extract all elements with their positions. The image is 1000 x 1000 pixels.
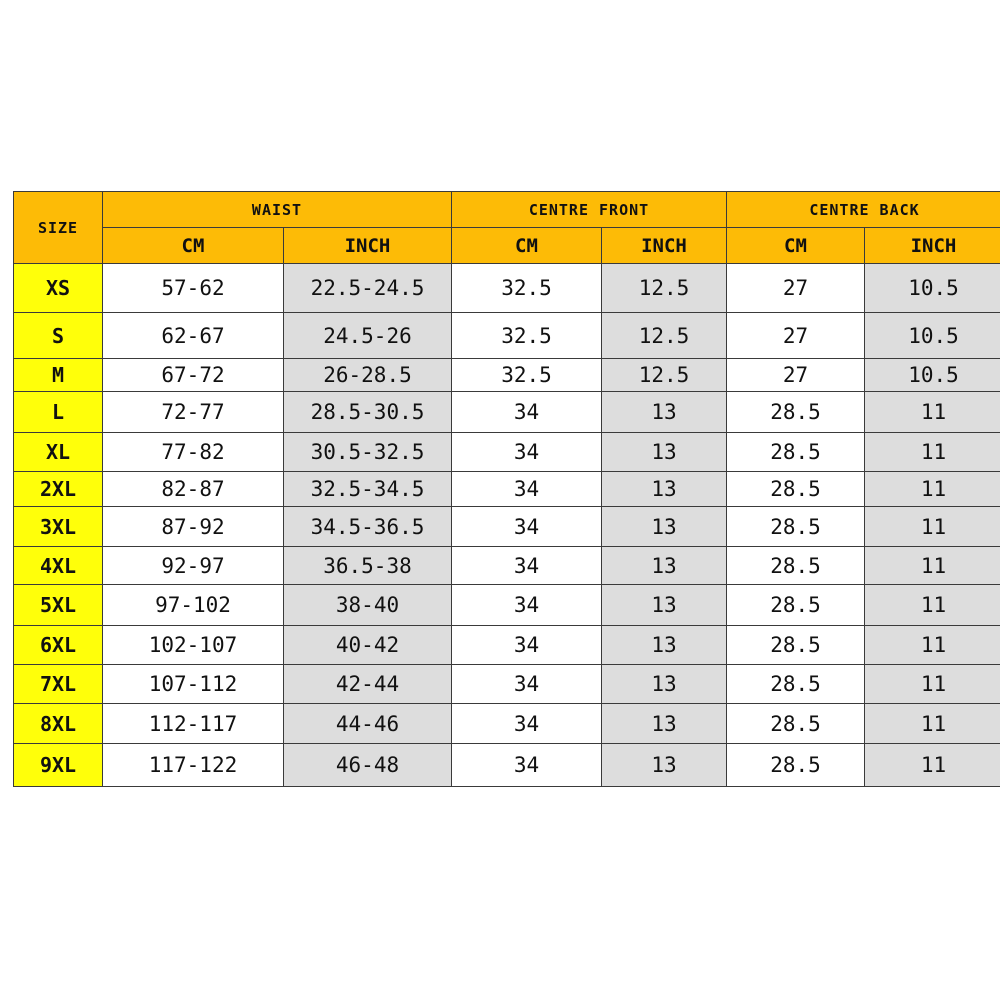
centre-front-cm-cell: 32.5 (452, 264, 602, 313)
centre-back-inch-cell: 11 (865, 744, 1000, 787)
waist-cm-cell: 77-82 (103, 433, 284, 472)
centre-front-inch-cell: 12.5 (602, 313, 727, 359)
centre-front-group-header: CENTRE FRONT (452, 192, 727, 228)
centre-back-inch-cell: 10.5 (865, 359, 1000, 392)
centre-back-cm-cell: 27 (727, 359, 865, 392)
centre-back-cm-cell: 28.5 (727, 507, 865, 547)
centre-front-cm-cell: 34 (452, 547, 602, 585)
waist-inch-cell: 36.5-38 (284, 547, 452, 585)
centre-back-inch-cell: 11 (865, 626, 1000, 665)
centre-front-cm-cell: 34 (452, 626, 602, 665)
waist-inch-cell: 34.5-36.5 (284, 507, 452, 547)
centre-back-cm-cell: 27 (727, 264, 865, 313)
centre-front-inch-header: INCH (602, 228, 727, 264)
table-header (14, 192, 1000, 264)
centre-back-cm-cell: 28.5 (727, 665, 865, 704)
centre-front-inch-cell: 13 (602, 433, 727, 472)
waist-inch-cell: 38-40 (284, 585, 452, 626)
size-column-header: SIZE (14, 192, 103, 264)
centre-back-inch-cell: 11 (865, 472, 1000, 507)
centre-front-cm-cell: 34 (452, 585, 602, 626)
waist-cm-cell: 62-67 (103, 313, 284, 359)
waist-cm-cell: 102-107 (103, 626, 284, 665)
centre-front-cm-cell: 32.5 (452, 313, 602, 359)
waist-cm-cell: 67-72 (103, 359, 284, 392)
centre-back-cm-cell: 28.5 (727, 433, 865, 472)
waist-inch-cell: 42-44 (284, 665, 452, 704)
table-row (14, 585, 1000, 626)
waist-inch-cell: 40-42 (284, 626, 452, 665)
centre-front-inch-cell: 13 (602, 507, 727, 547)
waist-inch-header: INCH (284, 228, 452, 264)
waist-cm-header: CM (103, 228, 284, 264)
centre-front-inch-cell: 13 (602, 547, 727, 585)
centre-back-group-header: CENTRE BACK (727, 192, 1000, 228)
centre-back-cm-header: CM (727, 228, 865, 264)
centre-back-inch-cell: 11 (865, 507, 1000, 547)
waist-inch-cell: 22.5-24.5 (284, 264, 452, 313)
waist-cm-cell: 97-102 (103, 585, 284, 626)
waist-inch-cell: 24.5-26 (284, 313, 452, 359)
size-cell: 4XL (14, 547, 103, 585)
centre-front-cm-cell: 34 (452, 744, 602, 787)
waist-inch-cell: 44-46 (284, 704, 452, 744)
waist-group-header: WAIST (103, 192, 452, 228)
size-cell: 5XL (14, 585, 103, 626)
table-row (14, 665, 1000, 704)
centre-front-cm-cell: 32.5 (452, 359, 602, 392)
waist-cm-cell: 117-122 (103, 744, 284, 787)
waist-inch-cell: 26-28.5 (284, 359, 452, 392)
centre-front-inch-cell: 13 (602, 626, 727, 665)
table-row (14, 547, 1000, 585)
centre-back-inch-cell: 11 (865, 547, 1000, 585)
centre-front-cm-cell: 34 (452, 472, 602, 507)
waist-inch-cell: 30.5-32.5 (284, 433, 452, 472)
centre-back-cm-cell: 28.5 (727, 744, 865, 787)
centre-back-cm-cell: 28.5 (727, 626, 865, 665)
size-cell: 2XL (14, 472, 103, 507)
waist-inch-cell: 28.5-30.5 (284, 392, 452, 433)
centre-back-inch-cell: 10.5 (865, 264, 1000, 313)
size-cell: M (14, 359, 103, 392)
table-row (14, 433, 1000, 472)
header-unit-row (14, 228, 1000, 264)
table-row (14, 264, 1000, 313)
table-row (14, 472, 1000, 507)
centre-front-inch-cell: 13 (602, 392, 727, 433)
centre-front-cm-cell: 34 (452, 704, 602, 744)
size-cell: S (14, 313, 103, 359)
size-chart-table (13, 191, 1000, 787)
table-row (14, 744, 1000, 787)
table-row (14, 507, 1000, 547)
size-cell: 6XL (14, 626, 103, 665)
centre-back-inch-cell: 10.5 (865, 313, 1000, 359)
centre-back-inch-header: INCH (865, 228, 1000, 264)
centre-front-cm-cell: 34 (452, 507, 602, 547)
centre-front-inch-cell: 13 (602, 472, 727, 507)
waist-cm-cell: 57-62 (103, 264, 284, 313)
centre-front-inch-cell: 13 (602, 585, 727, 626)
centre-front-cm-cell: 34 (452, 433, 602, 472)
size-cell: XS (14, 264, 103, 313)
waist-cm-cell: 72-77 (103, 392, 284, 433)
size-cell: 3XL (14, 507, 103, 547)
centre-back-cm-cell: 28.5 (727, 392, 865, 433)
centre-back-inch-cell: 11 (865, 585, 1000, 626)
header-group-row (14, 192, 1000, 228)
waist-cm-cell: 112-117 (103, 704, 284, 744)
centre-front-cm-cell: 34 (452, 665, 602, 704)
centre-back-cm-cell: 28.5 (727, 547, 865, 585)
table-row (14, 704, 1000, 744)
centre-back-cm-cell: 27 (727, 313, 865, 359)
centre-front-cm-header: CM (452, 228, 602, 264)
centre-back-inch-cell: 11 (865, 665, 1000, 704)
centre-back-inch-cell: 11 (865, 433, 1000, 472)
centre-front-inch-cell: 13 (602, 744, 727, 787)
size-cell: L (14, 392, 103, 433)
waist-cm-cell: 82-87 (103, 472, 284, 507)
centre-back-cm-cell: 28.5 (727, 704, 865, 744)
size-cell: 9XL (14, 744, 103, 787)
centre-back-inch-cell: 11 (865, 392, 1000, 433)
centre-back-inch-cell: 11 (865, 704, 1000, 744)
table-row (14, 392, 1000, 433)
size-cell: 8XL (14, 704, 103, 744)
size-cell: 7XL (14, 665, 103, 704)
centre-front-inch-cell: 12.5 (602, 359, 727, 392)
table-body (14, 264, 1000, 787)
table-row (14, 359, 1000, 392)
waist-inch-cell: 32.5-34.5 (284, 472, 452, 507)
waist-cm-cell: 92-97 (103, 547, 284, 585)
centre-back-cm-cell: 28.5 (727, 472, 865, 507)
centre-front-cm-cell: 34 (452, 392, 602, 433)
centre-back-cm-cell: 28.5 (727, 585, 865, 626)
size-cell: XL (14, 433, 103, 472)
waist-cm-cell: 87-92 (103, 507, 284, 547)
table-row (14, 626, 1000, 665)
waist-inch-cell: 46-48 (284, 744, 452, 787)
centre-front-inch-cell: 12.5 (602, 264, 727, 313)
table-row (14, 313, 1000, 359)
waist-cm-cell: 107-112 (103, 665, 284, 704)
centre-front-inch-cell: 13 (602, 665, 727, 704)
centre-front-inch-cell: 13 (602, 704, 727, 744)
